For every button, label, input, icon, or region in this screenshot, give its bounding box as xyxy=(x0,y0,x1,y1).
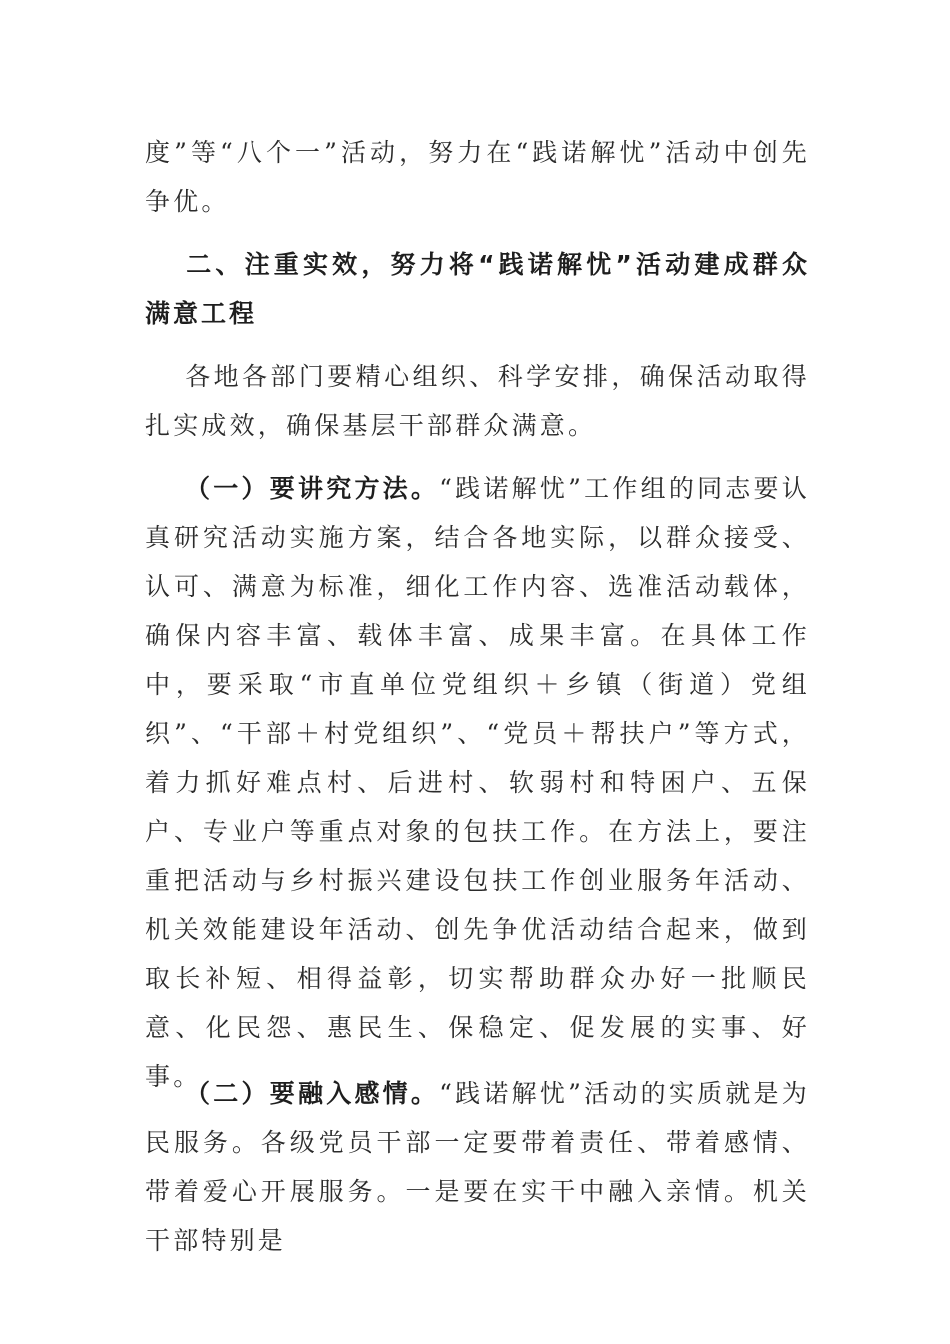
paragraph-intro xyxy=(145,352,810,450)
item-1-lead: （一）要讲究方法。 xyxy=(185,474,440,503)
section-heading-text: 二、注重实效，努力将“践诺解忧”活动建成群众满意工程 xyxy=(145,250,810,328)
paragraph-item-2 xyxy=(145,1069,810,1265)
paragraph-item-1 xyxy=(145,464,810,1101)
paragraph-continued: 度”等“八个一”活动，努力在“践诺解忧”活动中创先争优。 xyxy=(145,138,810,216)
item-2-body: “践诺解忧”活动的实质就是为民服务。各级党员干部一定要带着责任、带着感情、带着爱心开展服务。一是要在实干中融入亲情。机关干部特别是 xyxy=(145,1079,810,1255)
item-1-body: “践诺解忧”工作组的同志要认真研究活动实施方案，结合各地实际，以群众接受、认可、满意为标准，细化工作内容、选准活动载体，确保内容丰富、载体丰富、成果丰富。在具体工作中，要采取“市直单位党组织＋乡镇（街道）党组织”、“干部＋村党组织”、“党员＋帮扶户”等方式，着力抓好难点村、后进村、软弱村和特困户、五保户、专业户等重点对象的包扶工作。在方法上，要注重把活动与乡村振兴建设包扶工作创业服务年活动、机关效能建设年活动、创先争优活动结合起来，做到取长补短、相得益彰，切实帮助群众办好一批顺民意、化民怨、惠民生、保稳定、促发展的实事、好事。 xyxy=(145,474,810,1091)
item-2-lead: （二）要融入感情。 xyxy=(185,1079,440,1108)
paragraph-intro-text: 各地各部门要精心组织、科学安排，确保活动取得扎实成效，确保基层干部群众满意。 xyxy=(145,362,810,440)
section-heading xyxy=(145,240,810,338)
